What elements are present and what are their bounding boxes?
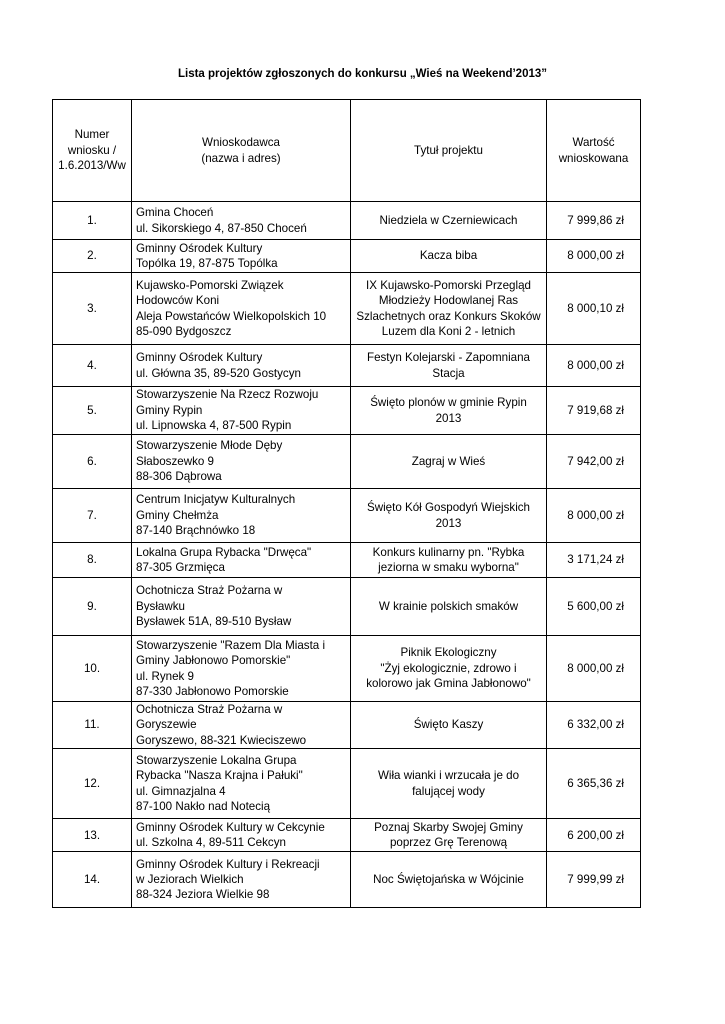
applicant-line: ul. Rynek 9 — [136, 669, 194, 683]
table-row — [53, 345, 641, 387]
row-applicant — [132, 852, 351, 908]
header-number-line: 1.6.2013/Ww — [58, 159, 126, 173]
header-applicant-line: (nazwa i adres) — [201, 151, 281, 165]
row-requested-value: 7 999,99 zł — [547, 852, 641, 908]
applicant-line: Goryszewo, 88-321 Kwieciszewo — [136, 733, 307, 747]
applicant-line: Goryszewie — [136, 718, 197, 732]
row-number: 8. — [53, 543, 132, 578]
project-title-line: Młodzieży Hodowlanej Ras — [378, 294, 519, 308]
project-title-line: 2013 — [435, 411, 462, 425]
table-row — [53, 202, 641, 240]
project-title-line: Festyn Kolejarski - Zapomniana — [366, 351, 531, 365]
row-applicant — [132, 578, 351, 636]
header-title: Tytuł projektu — [351, 100, 547, 202]
row-requested-value: 6 332,00 zł — [547, 702, 641, 749]
row-applicant — [132, 543, 351, 578]
applicant-line: Stowarzyszenie Młode Dęby — [136, 439, 283, 453]
applicant-line: Topólka 19, 87-875 Topólka — [136, 257, 278, 270]
applicant-line: Gminny Ośrodek Kultury — [136, 351, 263, 365]
applicant-line: Gminy Chełmża — [136, 508, 219, 522]
row-number: 5. — [53, 387, 132, 435]
applicant-line: Stowarzyszenie Na Rzecz Rozwoju — [136, 388, 319, 402]
row-number: 6. — [53, 435, 132, 489]
project-title-line: Poznaj Skarby Swojej Gminy — [374, 820, 523, 834]
applicant-line: 87-100 Nakło nad Notecią — [136, 800, 271, 814]
row-requested-value: 6 365,36 zł — [547, 749, 641, 819]
row-project-title — [351, 202, 547, 240]
applicant-line: Ochotnicza Straż Pożarna w — [136, 703, 283, 716]
page-title: Lista projektów zgłoszonych do konkursu „Wieś na Weekend’2013” — [177, 68, 548, 80]
header-applicant — [132, 100, 351, 202]
table-row — [53, 852, 641, 908]
project-title-line: W krainie polskich smaków — [378, 599, 519, 613]
applicant-line: ul. Sikorskiego 4, 87-850 Choceń — [136, 221, 307, 235]
row-number: 2. — [53, 240, 132, 273]
applicant-line: Kujawsko-Pomorski Związek — [136, 278, 284, 292]
applicant-line: Słaboszewko 9 — [136, 454, 214, 468]
row-applicant — [132, 749, 351, 819]
project-title-line: IX Kujawsko-Pomorski Przegląd — [366, 278, 531, 292]
row-applicant — [132, 202, 351, 240]
table-body — [53, 202, 641, 908]
table-row — [53, 435, 641, 489]
row-requested-value: 7 999,86 zł — [547, 202, 641, 240]
header-number-line: wniosku / — [67, 143, 117, 157]
header-value — [547, 100, 641, 202]
table-row — [53, 749, 641, 819]
row-number: 12. — [53, 749, 132, 819]
row-requested-value: 7 942,00 zł — [547, 435, 641, 489]
project-title-line: "Żyj ekologicznie, zdrowo i — [380, 661, 517, 675]
header-value-line: wnioskowana — [558, 151, 629, 165]
applicant-line: Ochotnicza Straż Pożarna w — [136, 584, 283, 598]
project-title-line: Zagraj w Wieś — [411, 454, 486, 468]
applicant-line: Gminny Ośrodek Kultury w Cekcynie — [136, 820, 325, 834]
applicant-line: Gminny Ośrodek Kultury i Rekreacji — [136, 857, 320, 871]
row-applicant — [132, 387, 351, 435]
project-title-line: Noc Świętojańska w Wójcinie — [373, 873, 524, 887]
row-project-title — [351, 578, 547, 636]
applicant-line: Bysławek 51A, 89-510 Bysław — [136, 615, 292, 629]
row-requested-value: 8 000,10 zł — [547, 273, 641, 345]
header-number — [53, 100, 132, 202]
project-title-line: 2013 — [435, 516, 462, 530]
applicant-line: Stowarzyszenie Lokalna Grupa — [136, 753, 297, 767]
applicant-line: Lokalna Grupa Rybacka "Drwęca" — [136, 545, 312, 559]
project-title-line: Święto plonów w gminie Rypin — [370, 396, 527, 410]
project-title-line: falującej wody — [412, 784, 485, 798]
row-number: 14. — [53, 852, 132, 908]
row-project-title — [351, 273, 547, 345]
projects-table — [52, 99, 641, 908]
applicant-line: 88-306 Dąbrowa — [136, 470, 222, 484]
applicant-line: Stowarzyszenie "Razem Dla Miasta i — [136, 638, 326, 652]
applicant-line: 87-140 Brąchnówko 18 — [136, 524, 256, 538]
row-requested-value: 6 200,00 zł — [547, 819, 641, 852]
row-applicant — [132, 489, 351, 543]
table-row — [53, 387, 641, 435]
project-title-line: poprzez Grę Terenową — [389, 836, 508, 850]
project-title-line: Konkurs kulinarny pn. "Rybka — [372, 545, 525, 559]
row-project-title — [351, 543, 547, 578]
row-requested-value: 8 000,00 zł — [547, 489, 641, 543]
row-requested-value: 5 600,00 zł — [547, 578, 641, 636]
row-project-title — [351, 345, 547, 387]
row-project-title — [351, 749, 547, 819]
applicant-line: Gminy Rypin — [136, 403, 203, 417]
row-number: 3. — [53, 273, 132, 345]
project-title-line: Stacja — [432, 366, 465, 380]
applicant-line: ul. Lipnowska 4, 87-500 Rypin — [136, 419, 292, 433]
header-value-line: Wartość — [572, 136, 615, 150]
table-row — [53, 240, 641, 273]
row-applicant — [132, 636, 351, 702]
project-title-line: Święto Kół Gospodyń Wiejskich — [366, 501, 531, 515]
table-row — [53, 543, 641, 578]
table-row — [53, 578, 641, 636]
table-row — [53, 819, 641, 852]
row-number: 1. — [53, 202, 132, 240]
row-number: 13. — [53, 819, 132, 852]
applicant-line: 87-330 Jabłonowo Pomorskie — [136, 684, 289, 698]
table-row — [53, 489, 641, 543]
applicant-line: Rybacka "Nasza Krajna i Pałuki" — [136, 769, 303, 783]
row-project-title — [351, 819, 547, 852]
table-row — [53, 273, 641, 345]
row-number: 11. — [53, 702, 132, 749]
row-requested-value: 8 000,00 zł — [547, 636, 641, 702]
applicant-line: Bysławku — [136, 599, 185, 613]
applicant-line: 88-324 Jeziora Wielkie 98 — [136, 888, 270, 902]
table-row — [53, 702, 641, 749]
applicant-line: 87-305 Grzmięca — [136, 561, 225, 574]
applicant-line: w Jeziorach Wielkich — [136, 873, 244, 887]
row-number: 10. — [53, 636, 132, 702]
row-project-title — [351, 489, 547, 543]
header-row — [53, 100, 641, 202]
row-requested-value: 3 171,24 zł — [547, 543, 641, 578]
row-number: 4. — [53, 345, 132, 387]
row-applicant — [132, 345, 351, 387]
applicant-line: Centrum Inicjatyw Kulturalnych — [136, 493, 296, 507]
project-title-line: Luzem dla Koni 2 - letnich — [381, 324, 516, 338]
applicant-line: ul. Główna 35, 89-520 Gostycyn — [136, 366, 301, 380]
row-number: 9. — [53, 578, 132, 636]
applicant-line: Hodowców Koni — [136, 294, 220, 308]
row-project-title — [351, 636, 547, 702]
header-number-line: Numer — [74, 128, 110, 142]
project-title-line: Szlachetnych oraz Konkurs Skoków — [356, 309, 541, 323]
project-title-line: Wiła wianki i wrzucała je do — [377, 769, 520, 783]
applicant-line: Gmina Choceń — [136, 206, 214, 220]
row-requested-value: 7 919,68 zł — [547, 387, 641, 435]
row-applicant — [132, 240, 351, 273]
project-title-line: jeziorna w smaku wyborna" — [378, 561, 519, 574]
project-title-line: Niedziela w Czerniewicach — [379, 213, 518, 227]
row-project-title — [351, 702, 547, 749]
header-applicant-line: Wnioskodawca — [202, 136, 280, 150]
row-project-title — [351, 240, 547, 273]
row-requested-value: 8 000,00 zł — [547, 345, 641, 387]
row-applicant — [132, 819, 351, 852]
project-title-line: Kacza biba — [419, 249, 478, 263]
row-requested-value: 8 000,00 zł — [547, 240, 641, 273]
applicant-line: ul. Gimnazjalna 4 — [136, 784, 226, 798]
project-title-line: kolorowo jak Gmina Jabłonowo" — [366, 677, 531, 691]
applicant-line: ul. Szkolna 4, 89-511 Cekcyn — [136, 836, 286, 850]
applicant-line: 85-090 Bydgoszcz — [136, 324, 232, 338]
project-title-line: Święto Kaszy — [413, 718, 484, 732]
row-project-title — [351, 435, 547, 489]
applicant-line: Aleja Powstańców Wielkopolskich 10 — [136, 309, 327, 323]
applicant-line: Gminy Jabłonowo Pomorskie" — [136, 654, 291, 668]
table-row — [53, 636, 641, 702]
row-number: 7. — [53, 489, 132, 543]
row-applicant — [132, 435, 351, 489]
row-applicant — [132, 702, 351, 749]
project-title-line: Piknik Ekologiczny — [400, 646, 497, 660]
row-project-title — [351, 387, 547, 435]
applicant-line: Gminny Ośrodek Kultury — [136, 241, 263, 255]
row-applicant — [132, 273, 351, 345]
row-project-title — [351, 852, 547, 908]
